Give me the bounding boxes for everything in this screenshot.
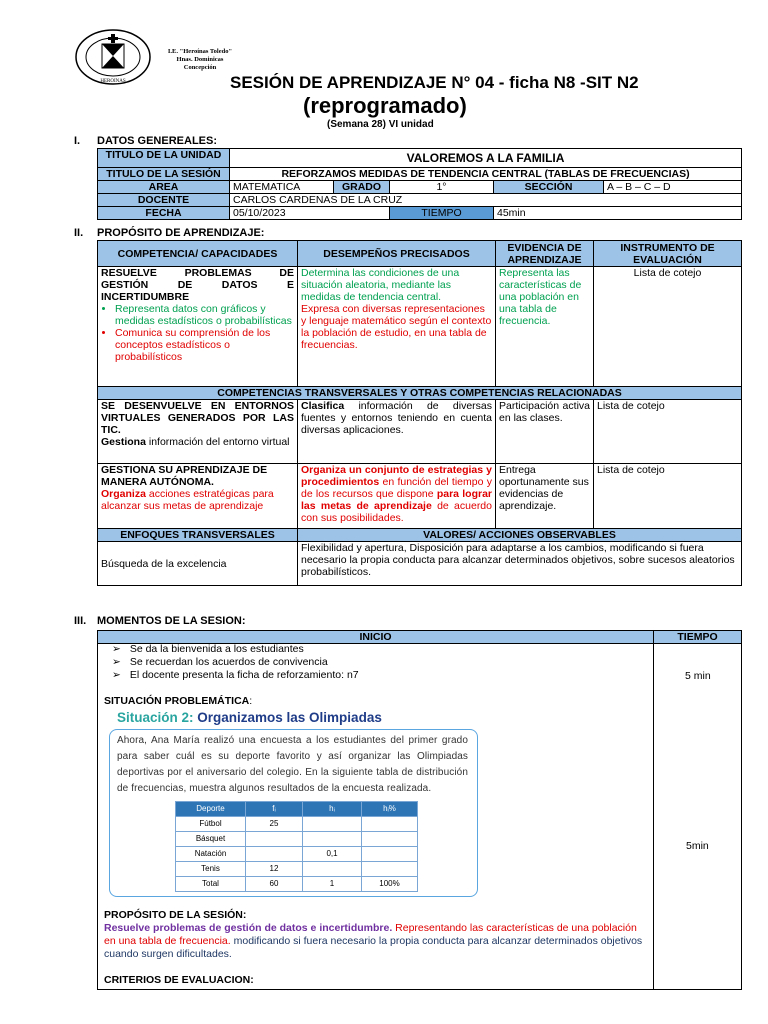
session-value: REFORZAMOS MEDIDAS DE TENDENCIA CENTRAL (TABLAS DE FRECUENCIAS) [230,168,742,181]
autonomy-evidence: Entrega oportunamente sus evidencias de aprendizaje. [496,464,594,529]
table-row [176,817,418,832]
start-header: INICIO [98,631,654,644]
performance-cell [298,267,496,387]
autonomy-cell [98,464,298,529]
autonomy-rest: acciones estratégicas para alcanzar sus metas de aprendizaje [101,488,274,512]
freq-cell: 12 [246,862,303,877]
grade-label: GRADO [334,181,390,194]
criteria-label: CRITERIOS DE EVALUACION: [104,974,254,986]
table-row [176,877,418,892]
approaches-header: ENFOQUES TRANSVERSALES [98,529,298,542]
section-label: SECCIÓN [494,181,604,194]
autonomy-perf-2: en función del tiempo y de los recursos que dispone [301,476,492,500]
freq-cell: Tenis [176,862,246,877]
time-label: TIEMPO [390,207,494,220]
autonomy-perf-4: de acuerdo con sus posibilidades. [301,500,492,524]
teacher-value: CARLOS CARDENAS DE LA CRUZ [230,194,742,207]
freq-cell: 1 [303,877,362,892]
freq-cell: 25 [246,817,303,832]
section-3-number: III. [74,615,87,627]
purpose-competence: Resuelve problemas de gestión de datos e incertidumbre. [104,922,393,934]
competence-title: RESUELVE PROBLEMAS DE GESTIÓN DE DATOS E INCERTIDUMBRE [101,267,294,303]
time-content [654,644,742,990]
start-bullet: ➢ El docente presenta la ficha de reforzamiento: n7 [130,669,650,682]
page-title: SESIÓN DE APRENDIZAJE N° 04 - ficha N8 -SIT N2 [230,73,639,92]
table-row [176,832,418,847]
capacity-item: • Representa datos con gráficos y medidas estadísticos o probabilísticas [115,303,294,327]
school-logo [74,28,152,86]
performance-green: Determina las condiciones de una situación aleatoria, mediante las medidas de tendencia central. [301,267,460,303]
section-value: A – B – C – D [604,181,742,194]
tic-performance [298,400,496,464]
freq-header-cell: fᵢ [246,802,303,817]
freq-cell [246,832,303,847]
purpose-label: PROPÓSITO DE LA SESIÓN: [104,909,247,921]
table-row [176,862,418,877]
approach-value: Búsqueda de la excelencia [98,542,298,586]
header-instrument: INSTRUMENTO DE EVALUACIÓN [594,241,742,267]
freq-cell: Natación [176,847,246,862]
freq-cell: Total [176,877,246,892]
tic-cell [98,400,298,464]
freq-cell [303,862,362,877]
teacher-label: DOCENTE [98,194,230,207]
autonomy-perf-3: para lograr las metas de aprendizaje [301,488,492,512]
school-order-line: Hnas. Dominicas [176,56,224,63]
tic-evidence: Participación activa en las clases. [496,400,594,464]
performance-red: Expresa con diversas representaciones y lenguaje matemático según el contexto la población de estudio, en una tabla de frecuencias. [301,303,492,351]
situation-label-row [104,695,252,707]
time-5min-b: 5min [686,840,709,852]
freq-header-cell: hᵢ% [362,802,418,817]
time-header: TIEMPO [654,631,742,644]
capacity-list [101,303,294,363]
autonomy-perf-1: Organiza un conjunto de estrategias y procedimientos [301,464,492,488]
freq-cell [362,817,418,832]
section-2-number: II. [74,227,84,239]
grade-value: 1° [390,181,494,194]
freq-header-cell: hᵢ [303,802,362,817]
situation-title [117,710,382,725]
tic-instrument: Lista de cotejo [594,400,742,464]
start-bullet: ➢ Se recuerdan los acuerdos de convivencia [130,656,650,669]
autonomy-instrument: Lista de cotejo [594,464,742,529]
time-value: 45min [494,207,742,220]
instrument-cell: Lista de cotejo [594,267,742,387]
tic-verb: Gestiona [101,436,146,448]
purpose-red-text: Representando las características de una población en una tabla de frecuencia. [104,922,637,947]
purpose-navy-text: modificando si fuera necesario la propia conducta para alcanzar determinados objetivos cuando surgen dificultades. [104,935,643,960]
freq-cell [246,847,303,862]
tic-title: SE DESENVUELVE EN ENTORNOS VIRTUALES GENERADOS POR LAS TIC. [101,400,294,436]
situation-colon: : [249,695,253,707]
section-3-title: MOMENTOS DE LA SESION: [97,615,246,627]
week-label: (Semana 28) VI unidad [327,119,434,130]
area-value: MATEMATICA [230,181,334,194]
unit-value: VALOREMOS A LA FAMILIA [230,149,742,168]
date-label: FECHA [98,207,230,220]
area-label: AREA [98,181,230,194]
frequency-table [175,801,418,892]
school-name-line: I.E. "Heroínas Toledo" [167,48,233,55]
header-performance: DESEMPEÑOS PRECISADOS [298,241,496,267]
school-name [160,48,240,72]
situation-name: Organizamos las Olimpiadas [197,710,382,725]
unit-label: TITULO DE LA UNIDAD [98,149,230,168]
freq-cell [303,832,362,847]
situation-number: Situación 2: [117,710,198,725]
header-competence: COMPETENCIA/ CAPACIDADES [98,241,298,267]
general-data-table [97,148,742,220]
session-label: TITULO DE LA SESIÓN [98,168,230,181]
values-header: VALORES/ ACCIONES OBSERVABLES [298,529,742,542]
page-subtitle: (reprogramado) [303,93,467,118]
freq-cell [362,832,418,847]
capacity-item: • Comunica su comprensión de los conceptos estadísticos o probabilísticos [115,327,294,363]
freq-header-cell: Deporte [176,802,246,817]
autonomy-title: GESTIONA SU APRENDIZAJE DE MANERA AUTÓNOMA. [101,464,268,488]
time-5min-a: 5 min [685,670,711,682]
autonomy-verb: Organiza [101,488,146,500]
purpose-text [104,922,644,961]
section-1-title: DATOS GENEREALES: [97,135,217,147]
situation-text: Ahora, Ana María realizó una encuesta a los estudiantes del primer grado para saber cuál es su deporte favorito y así organizar las Olimpiadas deportivas por el aniversario del colegio. En la siguiente tabla de distribución de frecuencias, muestra algunos resultados de la encuesta realizada. [117,735,468,794]
values-text: Flexibilidad y apertura, Disposición para adaptarse a los cambios, modificando si fuera necesario la propia conducta para alcanzar determinados objetivos, sobre sucesos aleatorios probabilísticos. [298,542,742,586]
freq-cell: 0,1 [303,847,362,862]
transversal-header: COMPETENCIAS TRANSVERSALES Y OTRAS COMPETENCIAS RELACIONADAS [98,387,742,400]
date-value: 05/10/2023 [230,207,390,220]
freq-cell [362,862,418,877]
situation-label: SITUACIÓN PROBLEMÁTICA [104,695,250,707]
start-bullets [104,643,650,682]
freq-cell [362,847,418,862]
tic-perf-rest: información de diversas fuentes y entornos teniendo en cuenta diversas aplicaciones. [301,400,492,436]
tic-rest: información del entorno virtual [145,436,290,448]
section-1-number: I. [74,135,81,147]
section-2-title: PROPÓSITO DE APRENDIZAJE: [97,227,265,239]
svg-text:HEROINAS: HEROINAS [100,79,126,84]
header-evidence: EVIDENCIA DE APRENDIZAJE [496,241,594,267]
freq-cell [303,817,362,832]
school-city-line: Concepción [183,64,217,71]
tic-perf-verb: Clasifica [301,400,345,412]
start-bullet: ➢ Se da la bienvenida a los estudiantes [130,643,650,656]
evidence-cell: Representa las características de una población en una tabla de frecuencia. [496,267,594,387]
freq-cell: Fútbol [176,817,246,832]
purpose-table [97,240,742,586]
competence-cell [98,267,298,387]
freq-cell: 100% [362,877,418,892]
autonomy-performance [298,464,496,529]
table-row [176,847,418,862]
freq-cell: 60 [246,877,303,892]
freq-cell: Básquet [176,832,246,847]
